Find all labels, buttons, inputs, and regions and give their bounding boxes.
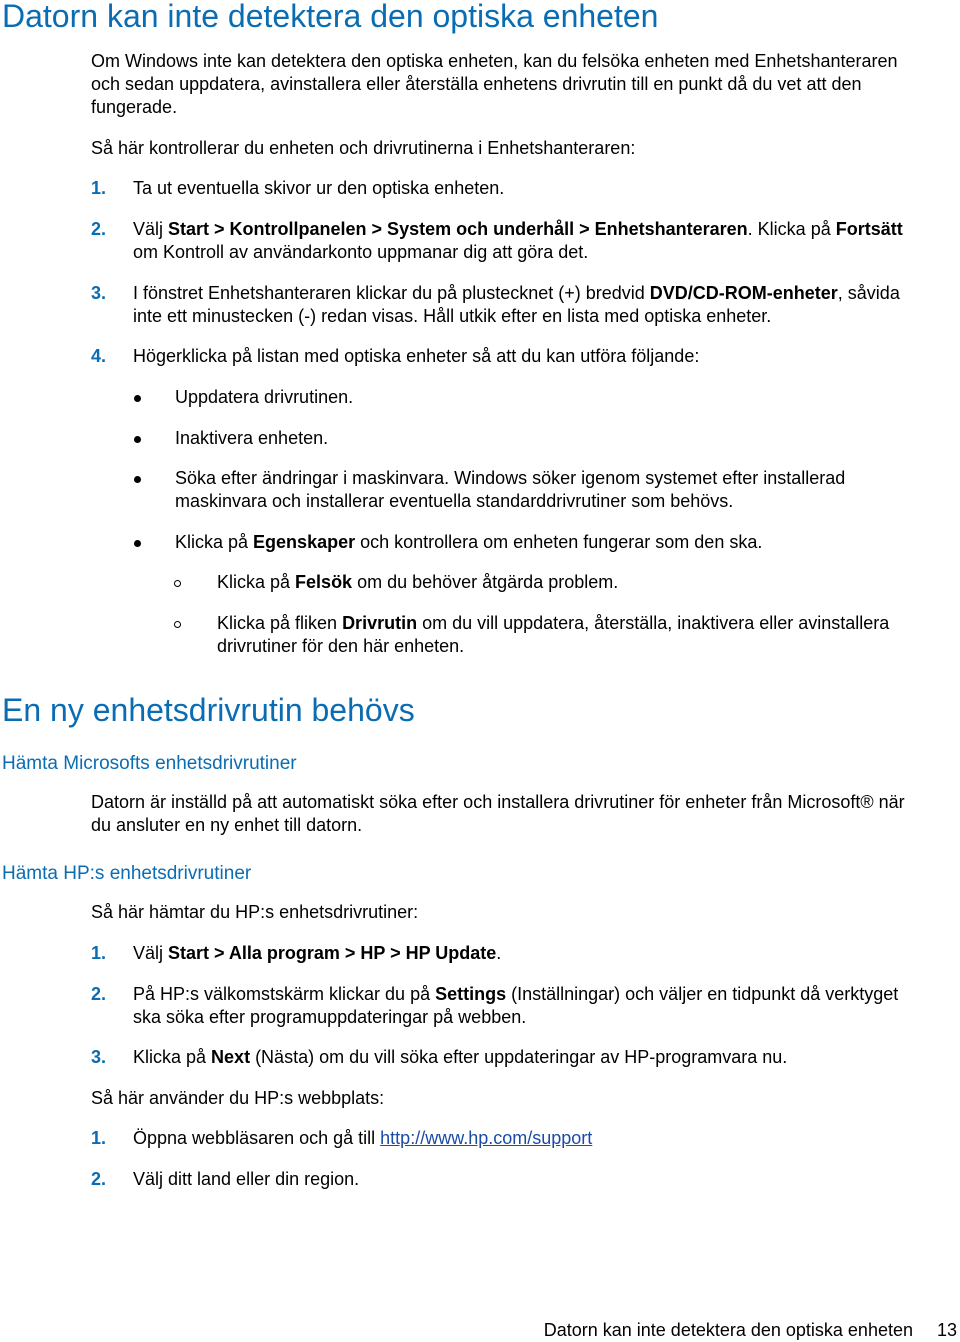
section-title-new-driver: En ny enhetsdrivrutin behövs (2, 692, 415, 728)
step-text: På HP:s välkomstskärm klickar du på Settings (Inställningar) och väljer en tidpunkt då verktyget (133, 984, 899, 1004)
step-number: 3. (91, 1047, 107, 1067)
hp-support-link[interactable]: http://www.hp.com/support (380, 1128, 593, 1148)
sub-bullet-text-cont: drivrutiner för den här enheten. (217, 636, 465, 656)
bullet-text: Klicka på Egenskaper och kontrollera om enheten fungerar som den ska. (175, 532, 763, 552)
step-text: Högerklicka på listan med optiska enheter så att du kan utföra följande: (133, 346, 700, 366)
step-text-cont: ska söka efter programuppdateringar på webben. (133, 1007, 527, 1027)
hp-lead: Så här hämtar du HP:s enhetsdrivrutiner: (91, 902, 419, 922)
step-number: 1. (91, 943, 107, 963)
step-text: Välj ditt land eller din region. (133, 1169, 360, 1189)
web-lead: Så här använder du HP:s webbplats: (91, 1088, 385, 1108)
intro-line-1: Om Windows inte kan detektera den optiska enheten, kan du felsöka enheten med Enhetshanteraren (91, 51, 898, 71)
step-number: 2. (91, 219, 107, 239)
bullet-icon (134, 436, 141, 443)
step-text-cont: om Kontroll av användarkonto uppmanar dig att göra det. (133, 242, 589, 262)
bullet-icon (134, 476, 141, 483)
subheading-microsoft-drivers: Hämta Microsofts enhetsdrivrutiner (2, 753, 297, 774)
ms-text-line-2: du ansluter en ny enhet till datorn. (91, 815, 363, 835)
section-title-optical-drive: Datorn kan inte detektera den optiska enheten (2, 0, 659, 34)
sub-bullet-text: Klicka på Felsök om du behöver åtgärda problem. (217, 572, 619, 592)
step-number: 3. (91, 283, 107, 303)
step-number: 1. (91, 178, 107, 198)
bullet-icon (134, 395, 141, 402)
step-number: 4. (91, 346, 107, 366)
bullet-text-cont: maskinvara och installerar eventuella standarddrivrutiner som behövs. (175, 491, 734, 511)
intro-line-2: och sedan uppdatera, avinstallera eller återställa enhetens drivrutin till en punkt då du vet att den (91, 74, 862, 94)
footer-title: Datorn kan inte detektera den optiska enheten (543, 1320, 913, 1340)
steps-lead: Så här kontrollerar du enheten och drivrutinerna i Enhetshanteraren: (91, 138, 636, 158)
bullet-icon (134, 540, 141, 547)
sub-bullet-text: Klicka på fliken Drivrutin om du vill uppdatera, återställa, inaktivera eller avinstallera (217, 613, 890, 633)
ms-text-line-1: Datorn är inställd på att automatiskt söka efter och installera drivrutiner för enheter från Microsoft® när (91, 792, 905, 812)
bullet-text: Söka efter ändringar i maskinvara. Windows söker igenom systemet efter installerad (175, 468, 846, 488)
step-text: Klicka på Next (Nästa) om du vill söka efter uppdateringar av HP-programvara nu. (133, 1047, 788, 1067)
step-text: Välj Start > Alla program > HP > HP Update. (133, 943, 502, 963)
step-text: I fönstret Enhetshanteraren klickar du på plustecknet (+) bredvid DVD/CD-ROM-enheter, såvida (133, 283, 900, 303)
intro-line-3: fungerade. (91, 97, 178, 117)
step-text-cont: inte ett minustecken (-) redan visas. Håll utkik efter en lista med optiska enheter. (133, 306, 772, 326)
bullet-text: Inaktivera enheten. (175, 428, 329, 448)
step-number: 2. (91, 1169, 107, 1189)
step-number: 1. (91, 1128, 107, 1148)
subheading-hp-drivers: Hämta HP:s enhetsdrivrutiner (2, 863, 252, 884)
sub-bullet-icon (174, 621, 181, 628)
step-text: Ta ut eventuella skivor ur den optiska enheten. (133, 178, 505, 198)
bullet-text: Uppdatera drivrutinen. (175, 387, 354, 407)
step-number: 2. (91, 984, 107, 1004)
step-text: Öppna webbläsaren och gå till http://www.hp.com/support (133, 1128, 593, 1148)
page-number: 13 (937, 1320, 958, 1340)
step-text: Välj Start > Kontrollpanelen > System och underhåll > Enhetshanteraren. Klicka på Fortsätt (133, 219, 903, 239)
sub-bullet-icon (174, 580, 181, 587)
